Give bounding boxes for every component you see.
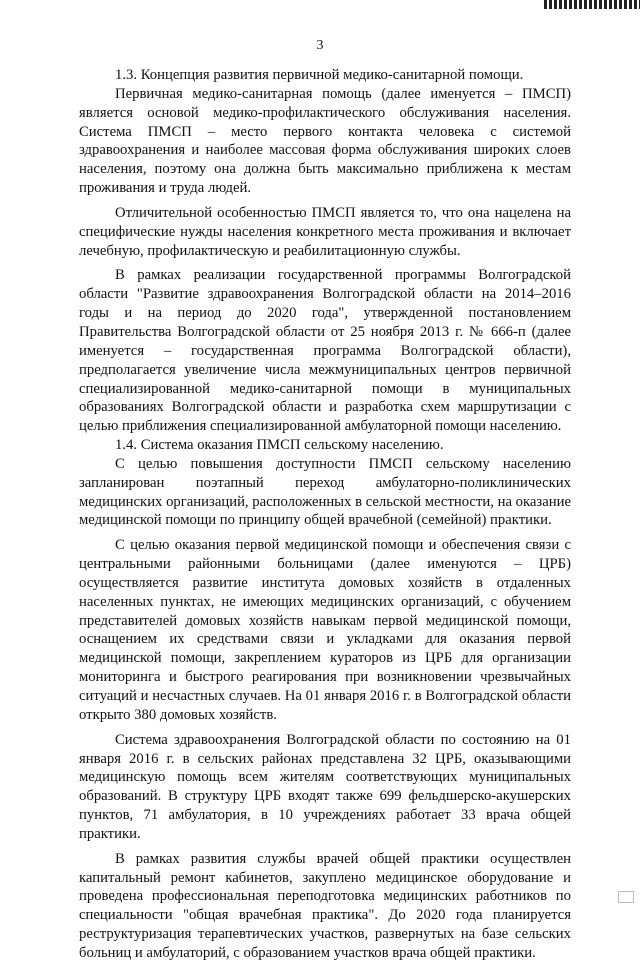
scan-barcode-mark — [544, 0, 640, 9]
section-heading-1-3: 1.3. Концепция развития первичной медико-санитарной помощи. — [115, 67, 524, 83]
section-heading-1-4: 1.4. Система оказания ПМСП сельскому населению. — [115, 437, 444, 454]
paragraph: В рамках развития службы врачей общей практики осуществлен капитальный ремонт кабинетов, закуплено медицинское оборудование и проведена профессиональная переподготовка медицинских работников по специальности "общая врачебная практика". До 2020 года планируется реструктуризация терапевтических участков, развернутых на базе сельских больниц и амбулаторий, с образованием участков врача общей практики. — [79, 850, 571, 961]
page-number: 3 — [316, 38, 324, 53]
corner-mark — [618, 891, 634, 903]
paragraph: Система здравоохранения Волгоградской области по состоянию на 01 января 2016 г. в сельских районах представлена 32 ЦРБ, оказывающими медицинскую помощь всем жителям соответствующих муниципальных образований. В структуру ЦРБ входят также 699 фельдшерско-акушерских пунктов, 71 амбулатория, в 10 учреждениях работает 33 врача общей практики. — [79, 731, 571, 842]
paragraph: Первичная медико-санитарная помощь (далее именуется – ПМСП) является основой медико-профилактического обслуживания населения. Система ПМСП – место первого контакта человека с системой здравоохранения и наиболее массовая форма обслуживания широких слоев населения, поэтому она должна быть максимально приближена к местам проживания и труда людей. — [79, 85, 571, 197]
paragraph: В рамках реализации государственной программы Волгоградской области "Развитие здравоохранения Волгоградской области на 2014–2016 годы и на период до 2020 года", утвержденной постановлением Правительства Волгоградской области от 25 ноября 2013 г. № 666-п (далее именуется – государственная программа Волгоградской области), предполагается увеличение числа межмуниципальных центров первичной специализированной медико-санитарной помощи в муниципальных образованиях Волгоградской области и разработка схем маршрутизации с целью приближения специализированной амбулаторной помощи населению. — [79, 267, 571, 435]
document-body — [79, 66, 571, 963]
paragraph: Отличительной особенностью ПМСП является то, что она нацелена на специфические нужды населения конкретного места проживания и включает лечебную, профилактическую и реабилитационную службы. — [79, 204, 571, 259]
paragraph: С целью оказания первой медицинской помощи и обеспечения связи с центральными районными больницами (далее именуются – ЦРБ) осуществляется развитие института домовых хозяйств в отдаленных населенных пунктах, не имеющих медицинских организаций, с обучением представителей домовых хозяйств навыкам первой медицинской помощи, оснащением их средствами связи и укладками для оказания первой медицинской помощи, закреплением кураторов из ЦРБ для организации мониторинга и быстрого реагирования при возникновении чрезвычайных ситуаций и несчастных случаев. На 01 января 2016 г. в Волгоградской области открыто 380 домовых хозяйств. — [79, 537, 571, 723]
paragraph: С целью повышения доступности ПМСП сельскому населению запланирован поэтапный переход амбулаторно-поликлинических медицинских организаций, расположенных в сельской местности, на оказание медицинской помощи по принципу общей врачебной (семейной) практики. — [79, 455, 571, 529]
